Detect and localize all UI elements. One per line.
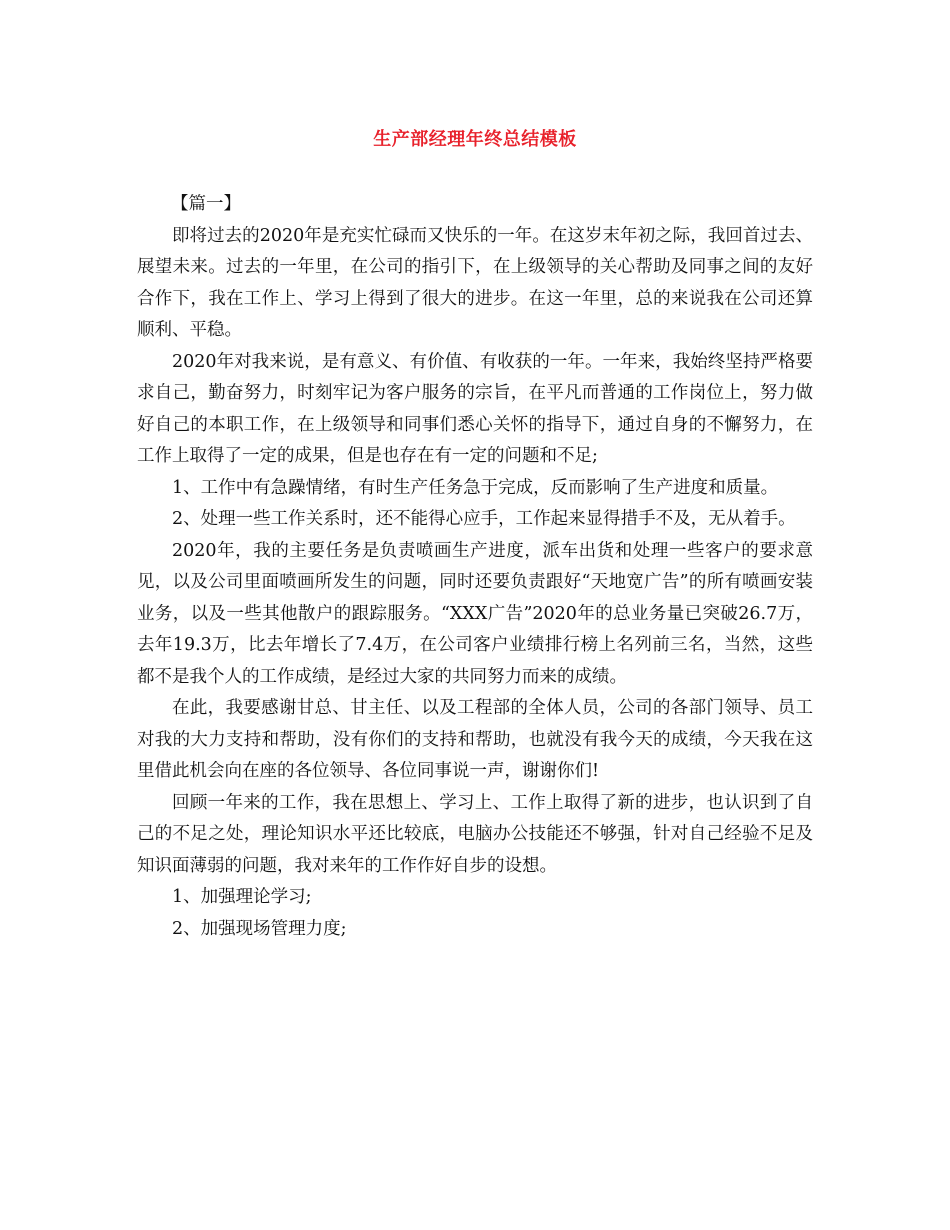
paragraph-plan-2: 2、加强现场管理力度; xyxy=(172,918,347,939)
paragraph-thanks: 在此，我要感谢甘总、甘主任、以及工程部的全体人员，公司的各部门领导、员工对我的大力支持和帮助，没有你们的支持和帮助，也就没有我今天的成绩，今天我在这里借此机会向在座的各位领导、各位同事说一声，谢谢你们! xyxy=(137,698,813,781)
paragraph-year-review: 2020年对我来说，是有意义、有价值、有收获的一年。一年来，我始终坚持严格要求自己，勤奋努力，时刻牢记为客户服务的宗旨，在平凡而普通的工作岗位上，努力做好自己的本职工作，在上级领导和同事们悉心关怀的指导下，通过自身的不懈努力，在工作上取得了一定的成果，但是也存在有一定的问题和不足; xyxy=(137,351,813,466)
paragraph-plan-1: 1、加强理论学习; xyxy=(172,887,312,907)
paragraph-main-tasks: 2020年，我的主要任务是负责喷画生产进度，派车出货和处理一些客户的要求意见，以及公司里面喷画所发生的问题，同时还要负责跟好“天地宽广告”的所有喷画安装业务，以及一些其他散户的跟踪服务。“XXX广告”2020年的总业务量已突破26.7万，去年19.3万，比去年增长了7.4万，在公司客户业绩排行榜上名列前三名，当然，这些都不是我个人的工作成绩，是经过大家的共同努力而来的成绩。 xyxy=(137,540,813,687)
document-title: 生产部经理年终总结模板 xyxy=(373,129,577,150)
paragraph-issue-1: 1、工作中有急躁情绪，有时生产任务急于完成，反而影响了生产进度和质量。 xyxy=(172,477,779,498)
section-heading: 【篇一】 xyxy=(171,194,241,214)
paragraph-intro: 即将过去的2020年是充实忙碌而又快乐的一年。在这岁末年初之际，我回首过去、展望未来。过去的一年里，在公司的指引下，在上级领导的关心帮助及同事之间的友好合作下，我在工作上、学习上得到了很大的进步。在这一年里，总的来说我在公司还算顺利、平稳。 xyxy=(137,225,813,340)
document-body xyxy=(137,189,813,945)
paragraph-retrospective: 回顾一年来的工作，我在思想上、学习上、工作上取得了新的进步，也认识到了自己的不足之处，理论知识水平还比较底，电脑办公技能还不够强，针对自己经验不足及知识面薄弱的问题，我对来年的工作作好自步的设想。 xyxy=(137,792,813,876)
paragraph-issue-2: 2、处理一些工作关系时，还不能得心应手，工作起来显得措手不及，无从着手。 xyxy=(172,509,796,529)
